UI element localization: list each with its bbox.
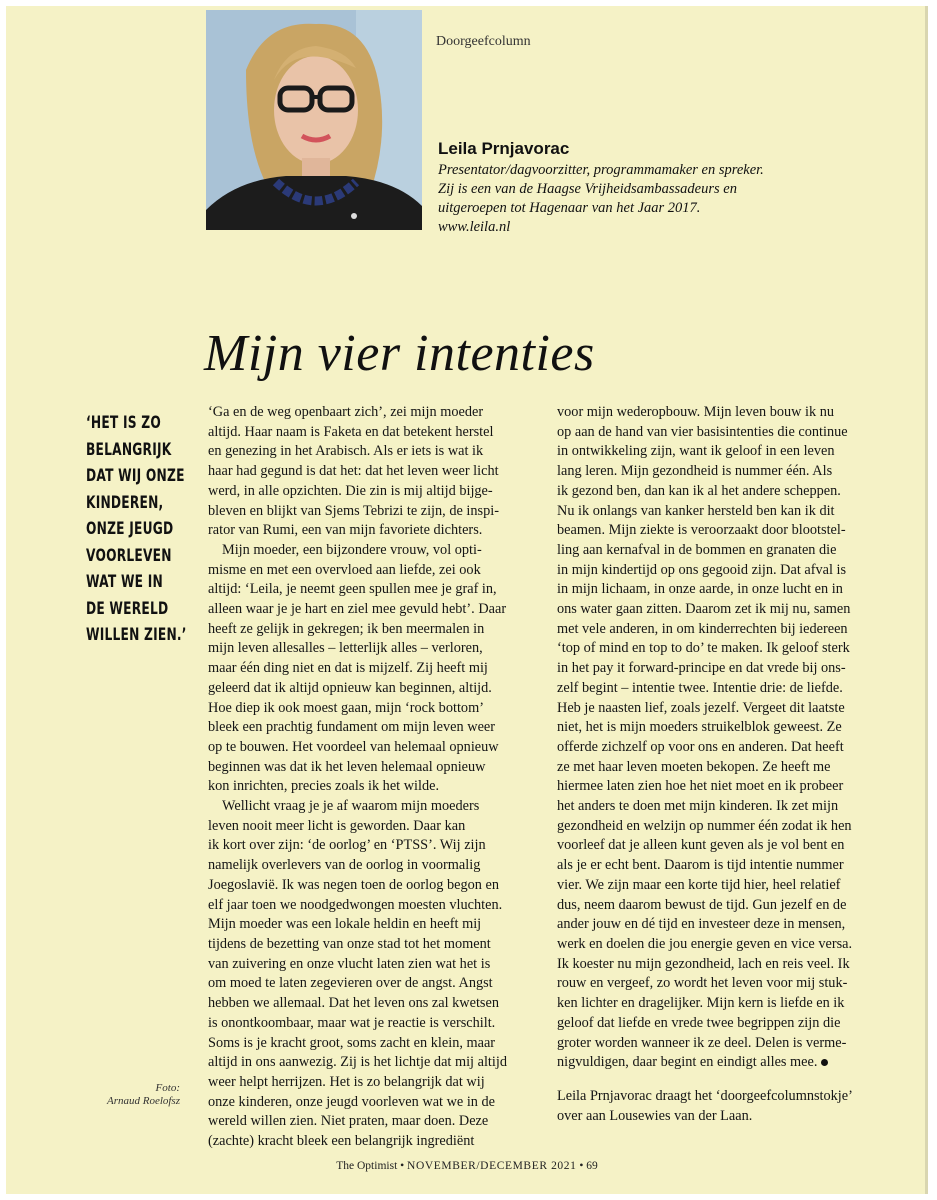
text-line: ‘top of mind en top to do’ te maken. Ik geloof sterk (557, 640, 850, 657)
text-line: in het pay it forward-principe en dat vrede bij ons- (557, 660, 846, 677)
text-line: gezondheid en welzijn op nummer één zodat ik hen (557, 817, 852, 834)
text-line: en genezing in het Arabisch. Als er iets is wat ik (208, 443, 484, 460)
text-line: ons water gaan zitten. Daarom zet ik mij nu, samen (557, 601, 851, 618)
paragraph-gap (557, 1073, 917, 1087)
pull-quote (86, 410, 187, 649)
last-text-line (557, 1053, 917, 1073)
text-line: op te bouwen. Het voordeel van helemaal opnieuw (208, 738, 499, 755)
pull-quote-line: WILLEN ZIEN.’ (86, 625, 187, 645)
author-website: www.leila.nl (438, 219, 511, 235)
text-line: Wellicht vraag je je af waarom mijn moeders (222, 798, 480, 815)
text-line: ander jouw en dé tijd en investeer deze in mensen, (557, 916, 846, 933)
article-headline: Mijn vier intenties (204, 325, 595, 382)
text-line: geleerd dat ik altijd opnieuw kan beginnen, altijd. (208, 679, 492, 696)
text-line: mijn leven allesalles – letterlijk alles – verloren, (208, 640, 483, 657)
text-line: beamen. Mijn ziekte is veroorzaakt door blootstel- (557, 522, 846, 539)
text-line: alleen waar je je hart en ziel mee gevuld hebt’. Daar (208, 601, 507, 618)
magazine-page (6, 6, 928, 1194)
text-line: voor mijn wederopbouw. Mijn leven bouw ik nu (557, 404, 835, 420)
page-footer (6, 1160, 928, 1172)
separator: • (579, 1160, 584, 1172)
text-line: hiermee laten zien hoe het niet moet en ik probeer (557, 778, 844, 795)
text-line: namelijk overlevers van de oorlog in voormalig (208, 857, 481, 874)
text-line: beginnen was dat ik het leven helemaal opnieuw (208, 758, 486, 775)
text-line: rouw en vergeef, zo wordt het leven voor mij stuk- (557, 975, 848, 992)
portrait-illustration (206, 10, 422, 230)
text-line: ik gezond ben, dan kan ik al het andere scheppen. (557, 482, 841, 499)
text-line: (zachte) kracht bleek een belangrijk ingrediënt (208, 1133, 475, 1150)
text-line: offerde zichzelf op voor ons en anderen. Dat heeft (557, 738, 844, 755)
text-line: werk en doelen die jou energie geven en vice versa. (557, 935, 853, 952)
text-line: op aan de hand van vier basisintenties die continue (557, 423, 848, 440)
end-mark-icon (821, 1059, 828, 1066)
pull-quote-line: WAT WE IN (86, 572, 163, 592)
pull-quote-line: DE WERELD (86, 598, 169, 619)
text-line: ik kort over zijn: ‘de oorlog’ en ‘PTSS’. Wij zijn (208, 837, 486, 854)
text-line: Joegoslavië. Ik was negen toen de oorlog begon en (208, 876, 500, 893)
text-line: ling aan kernafval in de bommen en granaten die (557, 541, 837, 558)
photo-credit-label: Foto: (155, 1082, 180, 1094)
text-line: misme en met een overvloed aan liefde, zei ook (208, 561, 481, 578)
text-line: ze met haar leven moeten bekopen. Ze heeft me (557, 758, 831, 775)
text-line: in mijn lichaam, in onze aarde, in onze lucht en in (557, 581, 843, 598)
text-line: ‘Ga en de weg openbaart zich’, zei mijn moeder (208, 404, 484, 420)
text-line: Mijn moeder, een bijzondere vrouw, vol opti- (222, 541, 482, 558)
text-line: onze kinderen, onze jeugd voorleven wat we in de (208, 1093, 496, 1110)
text-line: ken lichter en dragelijker. Mijn kern is liefde en ik (557, 995, 845, 1012)
body-column-right (557, 403, 917, 1126)
pull-quote-line: BELANGRIJK (86, 439, 172, 460)
text-line: geloof dat liefde en vrede twee begrippen zijn die (557, 1014, 841, 1031)
photo-credit (94, 1082, 180, 1108)
text-line: bleven en blijkt van Sjems Tebrizi te zijn, de inspi- (208, 502, 499, 519)
bio-line: Zij is een van de Haagse Vrijheidsambassadeurs en (438, 181, 737, 197)
text-line: altijd: ‘Leila, je neemt geen spullen mee je graf in, (208, 581, 497, 598)
text-line: bleek een prachtig fundament om mijn leven weer (208, 719, 496, 736)
text-line: weer helpt herrijzen. Het is zo belangrijk dat wij (208, 1073, 485, 1090)
photo-credit-name: Arnaud Roelofsz (106, 1095, 180, 1107)
text-line: nigvuldigen, daar begint en eindigt alles mee. (557, 1054, 818, 1071)
bio-line: uitgeroepen tot Hagenaar van het Jaar 2017. (438, 200, 701, 216)
author-name: Leila Prnjavorac (438, 139, 570, 158)
text-line: rator van Rumi, een van mijn favoriete dichters. (208, 522, 483, 539)
body-column-left (208, 403, 548, 1152)
text-line: niet, het is mijn moeders struikelblok geweest. Ze (557, 719, 842, 736)
text-line: altijd in ons aanwezig. Zij is het lichtje dat mij altijd (208, 1054, 507, 1071)
text-line: zelf begint – intentie twee. Intentie drie: de liefde. (557, 679, 843, 696)
text-line: als je er echt bent. Daarom is tijd intentie nummer (557, 857, 844, 874)
author-photo (206, 10, 422, 230)
text-line: Soms is je kracht groot, soms zacht en klein, maar (208, 1034, 496, 1051)
text-line: voorleef dat je alleen kunt geven als je vol bent en (557, 837, 845, 854)
text-line: altijd. Haar naam is Faketa en dat betekent herstel (208, 423, 494, 440)
text-line: vier. We zijn maar een korte tijd hier, heel relatief (557, 876, 841, 893)
pull-quote-line: ‘HET IS ZO (86, 413, 161, 433)
text-line: om moed te laten zegevieren over de angst. Angst (208, 975, 493, 992)
pull-quote-line: KINDEREN, (86, 492, 164, 513)
author-bio (438, 161, 838, 237)
text-line: in ontwikkeling zijn, want ik geloof in een leven (557, 443, 835, 460)
text-line: het anders te doen met mijn kinderen. Ik zet mijn (557, 798, 839, 815)
text-line: in mijn kindertijd op ons gegooid zijn. Dat afval is (557, 561, 847, 578)
text-line: elf jaar toen we noodgedwongen moesten vluchten. (208, 896, 503, 913)
bio-line: Presentator/dagvoorzitter, programmamaker en spreker. (438, 162, 764, 178)
text-line: Heb je naasten lief, zoals jezelf. Vergeet dit laatste (557, 699, 845, 716)
closing-line: over aan Lousewies van der Laan. (557, 1107, 753, 1124)
column-label: Doorgeefcolumn (436, 34, 531, 49)
text-line: groter worden wanneer ik ze deel. Delen is verme- (557, 1034, 847, 1051)
text-line: tijdens de bezetting van onze stad tot het moment (208, 935, 491, 952)
text-line: hebben we allemaal. Dat het leven ons zal kwetsen (208, 995, 499, 1012)
separator: • (400, 1160, 405, 1172)
text-line: werd, in alle opzichten. Die zin is mij altijd bijge- (208, 482, 493, 499)
issue-date: NOVEMBER/DECEMBER 2021 (407, 1160, 577, 1172)
text-line: heeft ze gelijk in gekregen; ik ben meermalen in (208, 620, 485, 637)
text-line: dus, neem daarom bewust de tijd. Gun jezelf en de (557, 896, 847, 913)
closing-line: Leila Prnjavorac draagt het ‘doorgeefcolumnstokje’ (557, 1087, 853, 1104)
text-line: lang leren. Mijn gezondheid is nummer één. Als (557, 463, 833, 480)
text-line: leven nooit meer licht is geworden. Daar kan (208, 817, 466, 834)
text-line: haar had gegund is dat het: dat het leven weer licht (208, 463, 499, 480)
pull-quote-line: ONZE JEUGD (86, 519, 174, 539)
text-line: is onontkoombaar, maar wat je reactie is verschilt. (208, 1014, 496, 1031)
text-line: Ik koester nu mijn gezondheid, lach en reis veel. Ik (557, 955, 850, 972)
text-line: Nu ik onlangs van kanker hersteld ben kan ik dit (557, 502, 835, 519)
pull-quote-line: DAT WIJ ONZE (86, 466, 185, 486)
text-line: van zuivering en onze vlucht laten zien wat het is (208, 955, 491, 972)
text-line: maar één ding niet en dat is mijzelf. Zij heeft mij (208, 660, 488, 677)
text-line: wereld willen zien. Niet praten, maar doen. Deze (208, 1113, 489, 1130)
text-line: kon inrichten, precies zoals ik het wilde. (208, 778, 440, 795)
text-line: met vele anderen, in om kinderrechten bij iedereen (557, 620, 848, 637)
page-number: 69 (586, 1160, 598, 1172)
text-line: Mijn moeder was een lokale heldin en heeft mij (208, 916, 482, 933)
text-line: Hoe diep ik ook moest gaan, mijn ‘rock bottom’ (208, 699, 484, 716)
pull-quote-line: VOORLEVEN (86, 545, 172, 566)
publication-name: The Optimist (336, 1160, 398, 1172)
